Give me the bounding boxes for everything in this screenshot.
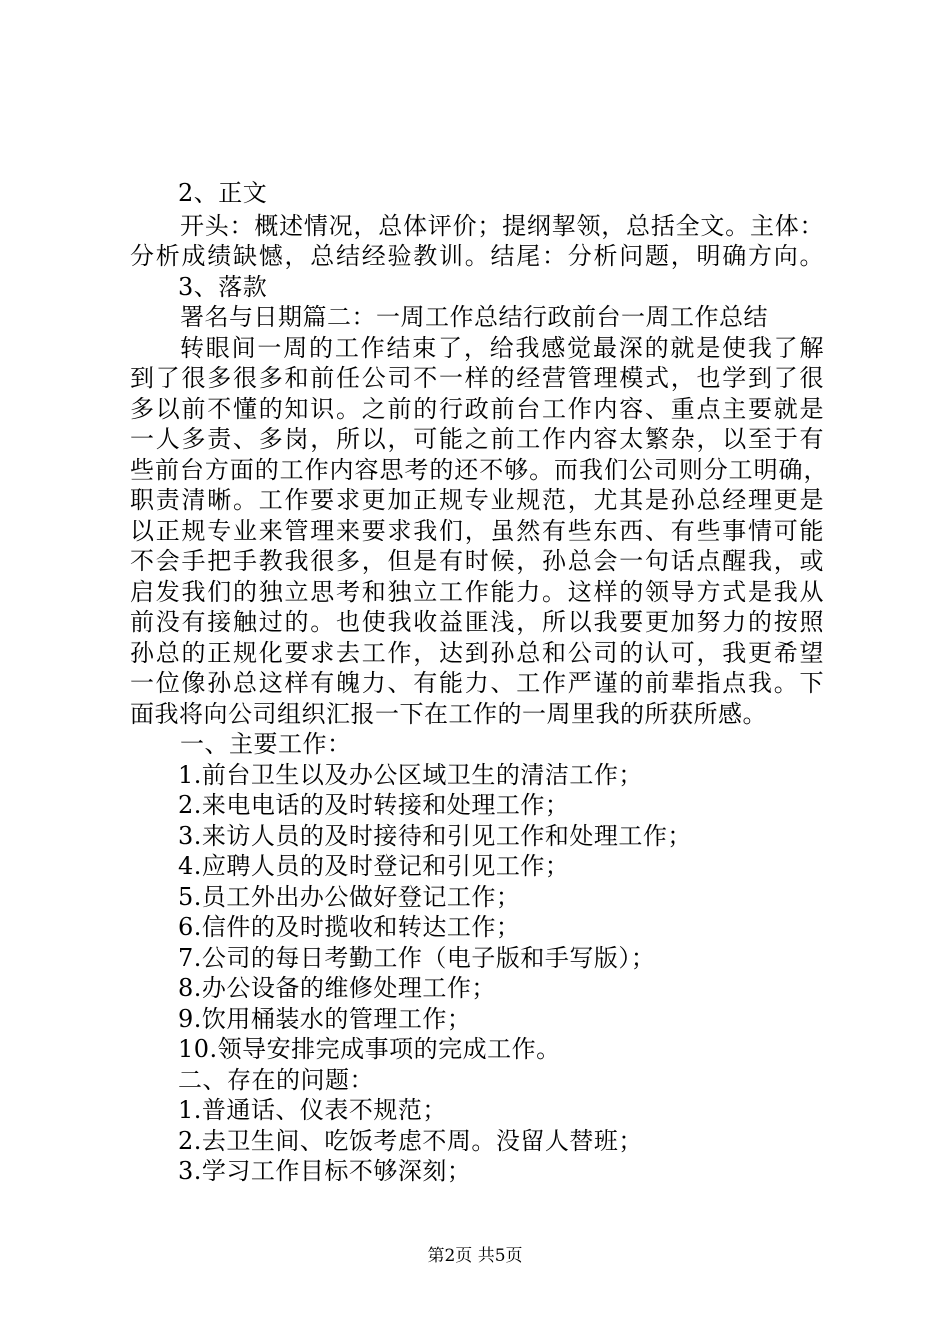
list-item: 9.饮用桶装水的管理工作；: [178, 1005, 472, 1033]
article-title-line: 署名与日期篇二：一周工作总结行政前台一周工作总结: [180, 303, 768, 331]
list-item: 1.前台卫生以及办公区域卫生的清洁工作；: [178, 761, 643, 789]
section-heading-main-work: 一、主要工作：: [180, 730, 352, 758]
section-heading-problems: 二、存在的问题：: [178, 1066, 374, 1094]
paragraph-line: 职责清晰。工作要求更加正规专业规范，尤其是孙总经理更是: [130, 486, 824, 514]
paragraph-line: 分析成绩缺憾，总结经验教训。结尾：分析问题，明确方向。: [130, 242, 824, 270]
list-item: 3.来访人员的及时接待和引见工作和处理工作；: [178, 822, 692, 850]
paragraph-line: 不会手把手教我很多，但是有时候，孙总会一句话点醒我，或: [130, 547, 824, 575]
list-item: 2.去卫生间、吃饭考虑不周。没留人替班；: [178, 1127, 643, 1155]
paragraph-line: 启发我们的独立思考和独立工作能力。这样的领导方式是我从: [130, 578, 824, 606]
paragraph-line: 到了很多很多和前任公司不一样的经营管理模式，也学到了很: [130, 364, 824, 392]
list-item: 4.应聘人员的及时登记和引见工作；: [178, 852, 570, 880]
list-item: 7.公司的每日考勤工作（电子版和手写版）；: [178, 944, 656, 972]
section-heading-signature: 3、落款: [178, 273, 268, 301]
list-item: 1.普通话、仪表不规范；: [178, 1096, 447, 1124]
paragraph-line: 以正规专业来管理来要求我们，虽然有些东西、有些事情可能: [130, 517, 824, 545]
paragraph-line: 一位像孙总这样有魄力、有能力、工作严谨的前辈指点我。下: [130, 669, 824, 697]
paragraph-line: 多以前不懂的知识。之前的行政前台工作内容、重点主要就是: [130, 395, 824, 423]
paragraph-line: 前没有接触过的。也使我收益匪浅，所以我要更加努力的按照: [130, 608, 824, 636]
section-heading-body: 2、正文: [178, 179, 268, 207]
page-footer: 第2页 共5页: [427, 1246, 523, 1266]
paragraph-line: 孙总的正规化要求去工作，达到孙总和公司的认可，我更希望: [130, 639, 824, 667]
list-item: 10.领导安排完成事项的完成工作。: [178, 1035, 561, 1063]
list-item: 2.来电电话的及时转接和处理工作；: [178, 791, 570, 819]
paragraph-line: 一人多责、多岗，所以，可能之前工作内容太繁杂，以至于有: [130, 425, 824, 453]
list-item: 6.信件的及时揽收和转达工作；: [178, 913, 521, 941]
paragraph-line: 开头：概述情况，总体评价；提纲挈领，总括全文。主体：: [180, 212, 824, 240]
paragraph-line: 转眼间一周的工作结束了，给我感觉最深的就是使我了解: [180, 334, 824, 362]
list-item: 5.员工外出办公做好登记工作；: [178, 883, 521, 911]
paragraph-line: 面我将向公司组织汇报一下在工作的一周里我的所获所感。: [130, 700, 767, 728]
paragraph-line: 些前台方面的工作内容思考的还不够。而我们公司则分工明确，: [130, 456, 828, 484]
list-item: 8.办公设备的维修处理工作；: [178, 974, 496, 1002]
list-item: 3.学习工作目标不够深刻；: [178, 1157, 472, 1185]
